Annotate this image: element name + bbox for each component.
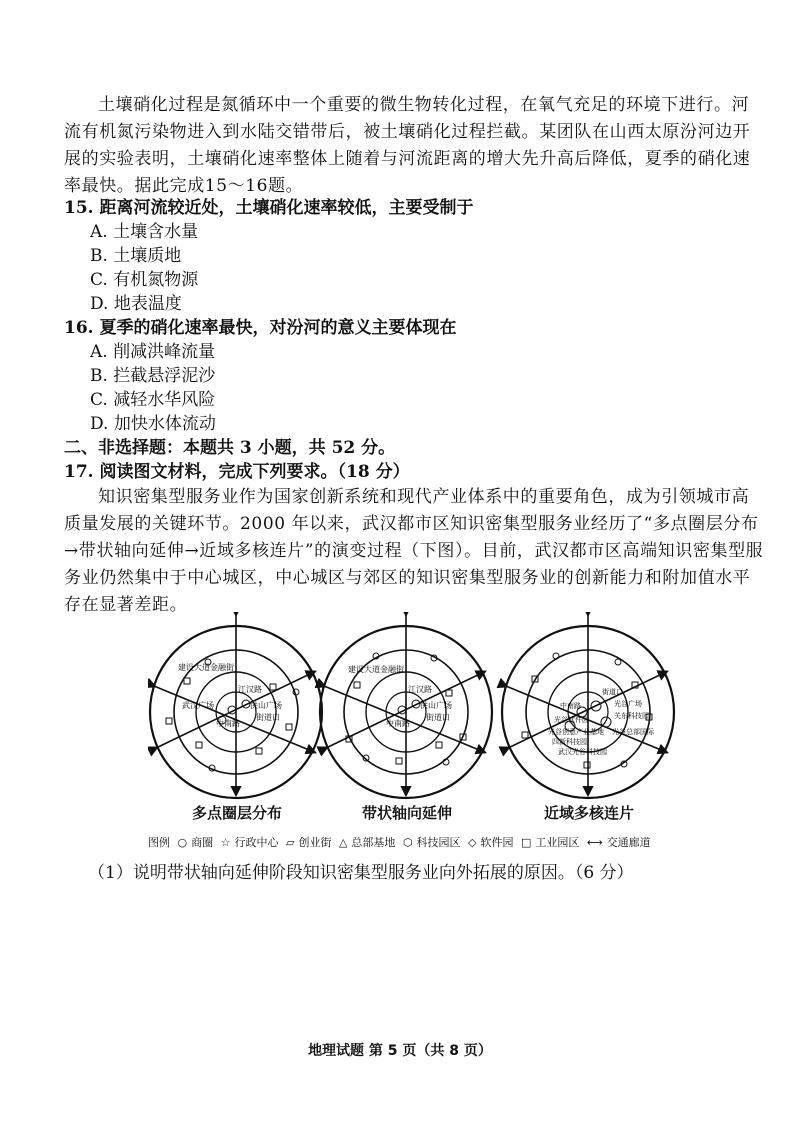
q15-option-d: D. 地表温度 xyxy=(90,294,182,314)
wuhan-evolution-diagram xyxy=(148,612,688,862)
legend-item-tech-park: 科技园区 xyxy=(416,836,461,849)
label-jiedaokou-3: 街道口 xyxy=(602,688,623,696)
panel-multi-core-cluster xyxy=(502,614,674,798)
label-guandong: 关东科技园 xyxy=(614,712,649,720)
q17-material: 知识密集型服务业作为国家创新系统和现代产业体系中的重要角色，成为引领城市高质量发展的关键环节。2000 年以来，武汉都市区知识密集型服务业经历了“多点圈层分布→带状轴向延伸→近域多核连片”的演变过程（下图）。目前，武汉都市区高端知识密集型服务业仍然集中于中心城区，中心城区与郊区的知识密集型服务业的创新能力和附加值水平存在显著差距。 xyxy=(64,487,764,615)
legend-square-icon: □ xyxy=(521,836,532,849)
q16-option-c: C. 减轻水华风险 xyxy=(90,390,216,410)
label-jianghan-1: 江汉路 xyxy=(238,685,262,694)
question-15-stem: 15. 距离河流较近处，土壤硝化速率较低，主要受制于 xyxy=(64,198,474,218)
caption-panel-1: 多点圈层分布 xyxy=(191,804,282,822)
section-2-title: 二、非选择题：本题共 3 小题，共 52 分。 xyxy=(64,438,396,458)
legend-hexagon-icon: ⬡ xyxy=(402,836,413,849)
label-jiedaokou-2: 街道口 xyxy=(426,713,450,722)
label-guanggu-creative: 光谷创意产业基地 xyxy=(548,728,604,736)
label-zhongnan-1: 中南路 xyxy=(216,719,240,728)
legend-label: 图例 xyxy=(148,836,170,849)
label-guanggu-square: 光谷广场 xyxy=(614,700,642,708)
label-jianghan-2: 江汉路 xyxy=(408,685,432,694)
legend-diamond-icon: ◇ xyxy=(468,836,477,849)
q16-option-d: D. 加快水体流动 xyxy=(90,414,216,434)
legend-item-startup: 创业街 xyxy=(298,836,332,849)
q15-option-c: C. 有机氮物源 xyxy=(90,270,199,290)
label-sixin: 四新科技园 xyxy=(552,738,587,746)
label-guanggu-hq: 光谷总部国际 xyxy=(612,728,654,736)
label-jianshe-2: 建设大道金融街 xyxy=(348,665,404,674)
label-hongshan-1: 洪山广场 xyxy=(250,701,282,710)
q16-option-b: B. 拦截悬浮泥沙 xyxy=(90,366,216,386)
label-jianshe-1: 建设大道金融街 xyxy=(178,663,234,672)
caption-panel-2: 带状轴向延伸 xyxy=(361,804,452,822)
question-17-sub-1: （1）说明带状轴向延伸阶段知识密集型服务业向外拓展的原因。（6 分） xyxy=(88,863,634,883)
legend-parallelogram-icon: ▱ xyxy=(285,836,295,849)
label-hongshan-2: 洪山广场 xyxy=(420,701,452,710)
panel-multi-point-rings xyxy=(150,614,322,798)
q15-option-a: A. 土壤含水量 xyxy=(90,222,199,242)
legend-star-icon: ☆ xyxy=(220,836,231,849)
label-guanggu-software: 光谷软件园 xyxy=(554,716,589,724)
label-wuhan-guanggu: 武汉光谷科技园 xyxy=(558,748,607,756)
question-16-stem: 16. 夏季的硝化速率最快，对汾河的意义主要体现在 xyxy=(64,318,457,338)
legend-double-arrow-icon: ⟷ xyxy=(586,836,603,849)
label-wuhan-square-1: 武汉广场 xyxy=(182,701,214,710)
question-17-stem: 17. 阅读图文材料，完成下列要求。（18 分） xyxy=(64,462,410,482)
legend-item-corridor: 交通廊道 xyxy=(606,836,651,849)
intro-paragraph: 土壤硝化过程是氮循环中一个重要的微生物转化过程，在氧气充足的环境下进行。河流有机氮污染物进入到水陆交错带后，被土壤硝化过程拦截。某团队在山西太原汾河边开展的实验表明，土壤硝化速率整体上随着与河流距离的增大先升高后降低，夏季的硝化速率最快。据此完成15～16题。 xyxy=(64,95,751,196)
diagram-svg xyxy=(148,612,688,832)
label-zhongnan-2: 中南路 xyxy=(386,719,410,728)
label-zhongnan-3: 中南路 xyxy=(560,702,581,710)
panel-axial-extension xyxy=(320,614,492,798)
legend-item-hq: 总部基地 xyxy=(351,836,396,849)
diagram-legend xyxy=(148,834,688,850)
legend-item-shopping: 商圈 xyxy=(191,836,214,849)
page-footer: 地理试题 第 5 页（共 8 页） xyxy=(308,1043,492,1059)
caption-panel-3: 近域多核连片 xyxy=(543,804,634,822)
legend-circle-icon: ○ xyxy=(177,836,188,849)
legend-triangle-icon: △ xyxy=(338,836,348,849)
legend-item-admin: 行政中心 xyxy=(234,836,279,849)
legend-item-software: 软件园 xyxy=(480,836,514,849)
label-jiedaokou-1: 街道口 xyxy=(256,713,280,722)
q16-option-a: A. 削减洪峰流量 xyxy=(90,342,216,362)
q15-option-b: B. 土壤质地 xyxy=(90,246,182,266)
legend-item-industrial: 工业园区 xyxy=(535,836,580,849)
